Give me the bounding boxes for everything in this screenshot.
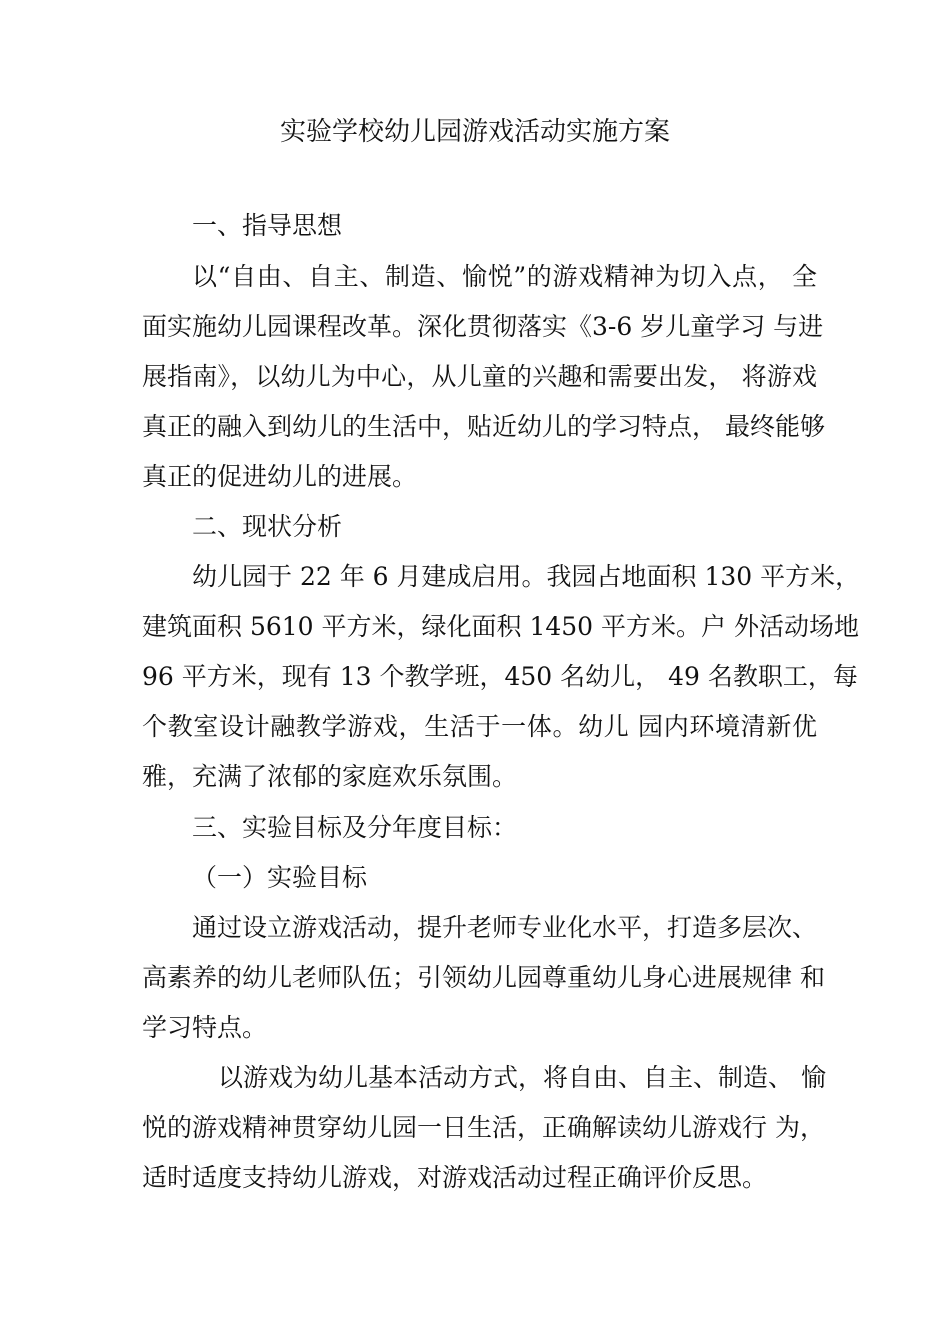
subsection-heading: （一）实验目标 <box>192 863 368 892</box>
paragraph-line: 高素养的幼儿老师队伍；引领幼儿园尊重幼儿身心进展规律 和 <box>142 963 825 992</box>
paragraph-line: 真正的促进幼儿的进展。 <box>142 462 418 491</box>
paragraph-line: 以游戏为幼儿基本活动方式，将自由、自主、制造、 愉 <box>218 1063 826 1092</box>
section-heading-experiment-goals: 三、实验目标及分年度目标： <box>192 813 518 842</box>
paragraph-line: 面实施幼儿园课程改革。深化贯彻落实《3-6 岁儿童学习 与进 <box>142 312 824 341</box>
section-heading-status-analysis: 二、现状分析 <box>192 512 343 541</box>
paragraph-line: 展指南》，以幼儿为中心，从儿童的兴趣和需要出发， 将游戏 <box>142 362 817 391</box>
paragraph-line: 悦的游戏精神贯穿幼儿园一日生活，正确解读幼儿游戏行 为， <box>142 1113 825 1142</box>
section-heading-guiding-ideology: 一、指导思想 <box>192 211 343 240</box>
paragraph-line: 个教室设计融教学游戏，生活于一体。幼儿 园内环境清新优 <box>142 712 817 741</box>
paragraph-line: 真正的融入到幼儿的生活中，贴近幼儿的学习特点， 最终能够 <box>142 412 825 441</box>
paragraph-line: 建筑面积 5610 平方米，绿化面积 1450 平方米。户 外活动场地 <box>142 612 859 641</box>
paragraph-line: 96 平方米，现有 13 个教学班，450 名幼儿， 49 名教职工，每 <box>142 662 858 691</box>
paragraph-line: 适时适度支持幼儿游戏，对游戏活动过程正确评价反思。 <box>142 1163 768 1192</box>
document-title: 实验学校幼儿园游戏活动实施方案 <box>279 117 670 147</box>
paragraph-line: 幼儿园于 22 年 6 月建成启用。我园占地面积 130 平方米， <box>192 562 861 591</box>
paragraph-line: 以“自由、自主、制造、愉悦”的游戏精神为切入点， 全 <box>192 262 817 291</box>
paragraph-line: 通过设立游戏活动，提升老师专业化水平，打造多层次、 <box>192 913 818 942</box>
paragraph-line: 学习特点。 <box>142 1013 268 1042</box>
paragraph-line: 雅，充满了浓郁的家庭欢乐氛围。 <box>142 762 518 791</box>
